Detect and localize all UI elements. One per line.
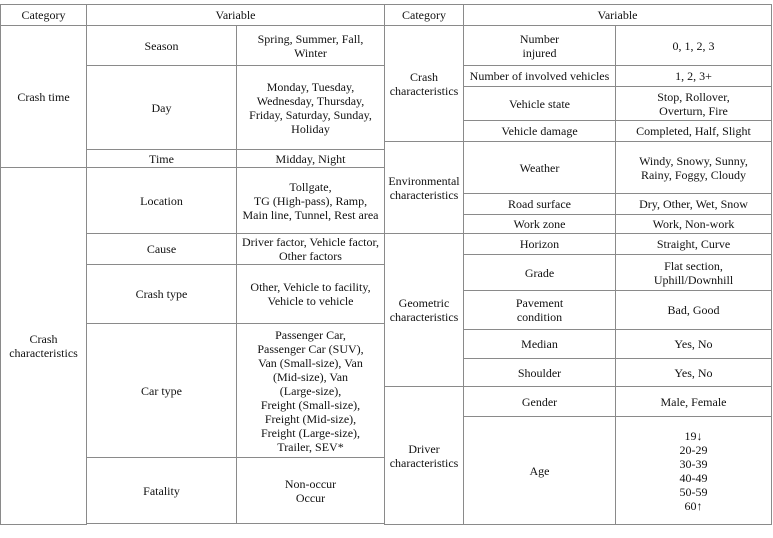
variable-pavement-condition <box>464 291 616 330</box>
value-line: Winter <box>294 45 327 60</box>
value-line: Freight (Small-size), <box>260 397 361 412</box>
value-line: Freight (Large-size), <box>260 425 361 440</box>
variable-work-zone: Work zone <box>464 215 616 234</box>
value-line: 60↑ <box>684 498 703 513</box>
value-line: 50-59 <box>679 484 708 499</box>
value-line: 19↓ <box>684 428 703 443</box>
value-line: TG (High-pass), Ramp, <box>253 193 368 208</box>
value-line: Other, Vehicle to facility, <box>250 280 371 294</box>
category-driver <box>385 387 464 525</box>
value-line: Other factors <box>279 249 342 263</box>
variable-season: Season <box>87 26 237 66</box>
values-season <box>237 26 385 66</box>
variable-median: Median <box>464 330 616 359</box>
variable-number-involved-vehicles: Number of involved vehicles <box>464 66 616 87</box>
variable-line: Number <box>519 31 560 46</box>
value-line: 40-49 <box>679 470 708 485</box>
header-variable-right: Variable <box>464 5 772 26</box>
values-grade <box>616 255 772 291</box>
variable-cause: Cause <box>87 234 237 265</box>
variable-vehicle-damage: Vehicle damage <box>464 121 616 142</box>
values-median: Yes, No <box>616 330 772 359</box>
variable-weather: Weather <box>464 142 616 194</box>
header-category-right: Category <box>385 5 464 26</box>
value-line: Holiday <box>291 121 330 136</box>
variable-time: Time <box>87 150 237 168</box>
variable-grade: Grade <box>464 255 616 291</box>
variable-shoulder: Shoulder <box>464 359 616 387</box>
values-gender: Male, Female <box>616 387 772 417</box>
value-line: Driver factor, Vehicle factor, <box>241 235 380 249</box>
variable-line: condition <box>516 310 563 324</box>
variables-table <box>0 4 772 525</box>
variable-car-type: Car type <box>87 324 237 458</box>
category-geometric <box>385 234 464 387</box>
category-line: characteristics <box>389 83 459 98</box>
category-line: characteristics <box>389 187 459 202</box>
values-number-involved-vehicles: 1, 2, 3+ <box>616 66 772 87</box>
value-line: Occur <box>295 490 326 505</box>
variable-road-surface: Road surface <box>464 194 616 215</box>
header-variable-left: Variable <box>87 5 385 26</box>
value-line: Windy, Snowy, Sunny, <box>639 153 748 168</box>
category-line: Environmental <box>388 173 460 188</box>
values-location <box>237 168 385 234</box>
value-line: 20-29 <box>679 442 708 457</box>
value-line: Uphill/Downhill <box>653 272 734 287</box>
value-line: Main line, Tunnel, Rest area <box>242 207 379 222</box>
values-day <box>237 66 385 150</box>
header-row <box>1 5 772 26</box>
value-line: 30-39 <box>679 456 708 471</box>
variable-age: Age <box>464 417 616 525</box>
variable-location: Location <box>87 168 237 234</box>
values-number-injured: 0, 1, 2, 3 <box>616 26 772 66</box>
values-cause <box>237 234 385 265</box>
variable-line: Pavement <box>515 296 564 310</box>
value-line: Overturn, Fire <box>659 103 728 118</box>
values-shoulder: Yes, No <box>616 359 772 387</box>
category-line: characteristics <box>389 310 459 324</box>
variable-vehicle-state: Vehicle state <box>464 87 616 121</box>
variable-day: Day <box>87 66 237 150</box>
variable-fatality: Fatality <box>87 458 237 524</box>
values-time: Midday, Night <box>237 150 385 168</box>
value-line: Freight (Mid-size), <box>264 411 357 426</box>
value-line: Stop, Rollover, <box>657 89 730 104</box>
value-line: Wednesday, Thursday, <box>256 93 365 108</box>
category-line: Geometric <box>398 296 450 310</box>
value-line: Vehicle to vehicle <box>267 294 354 308</box>
value-line: Passenger Car (SUV), <box>257 341 364 356</box>
value-line: (Large-size), <box>279 383 342 398</box>
values-fatality <box>237 458 385 524</box>
category-line: Crash <box>410 69 438 84</box>
category-line: Driver <box>408 441 440 456</box>
values-pavement-condition: Bad, Good <box>616 291 772 330</box>
value-line: Tollgate, <box>289 179 332 194</box>
value-line: Trailer, SEV* <box>277 439 344 454</box>
values-vehicle-state <box>616 87 772 121</box>
value-line: Flat section, <box>664 258 723 273</box>
values-age <box>616 417 772 525</box>
value-line: Monday, Tuesday, <box>266 79 355 94</box>
category-line: Crash <box>29 332 58 346</box>
values-crash-type <box>237 265 385 324</box>
variable-number-injured <box>464 26 616 66</box>
values-weather <box>616 142 772 194</box>
value-line: Van (Small-size), Van <box>258 355 363 370</box>
value-line: Passenger Car, <box>275 327 346 342</box>
category-line: characteristics <box>9 346 78 360</box>
header-category-left: Category <box>1 5 87 26</box>
values-car-type <box>237 324 385 458</box>
values-horizon: Straight, Curve <box>616 234 772 255</box>
value-line: (Mid-size), Van <box>272 369 349 384</box>
value-line: Non-occur <box>284 476 337 491</box>
table-row <box>1 234 772 255</box>
value-line: Rainy, Foggy, Cloudy <box>640 167 747 182</box>
value-line: Spring, Summer, Fall, <box>257 31 364 46</box>
category-crash-characteristics-left <box>1 168 87 525</box>
values-work-zone: Work, Non-work <box>616 215 772 234</box>
variable-crash-type: Crash type <box>87 265 237 324</box>
values-road-surface: Dry, Other, Wet, Snow <box>616 194 772 215</box>
category-line: characteristics <box>389 455 459 470</box>
values-vehicle-damage: Completed, Half, Slight <box>616 121 772 142</box>
category-environmental <box>385 142 464 234</box>
value-line: Friday, Saturday, Sunday, <box>249 107 372 122</box>
variable-line: injured <box>522 45 557 60</box>
category-crash-characteristics-right <box>385 26 464 142</box>
category-crash-time: Crash time <box>1 26 87 168</box>
variable-horizon: Horizon <box>464 234 616 255</box>
table-row <box>1 26 772 50</box>
variable-gender: Gender <box>464 387 616 417</box>
